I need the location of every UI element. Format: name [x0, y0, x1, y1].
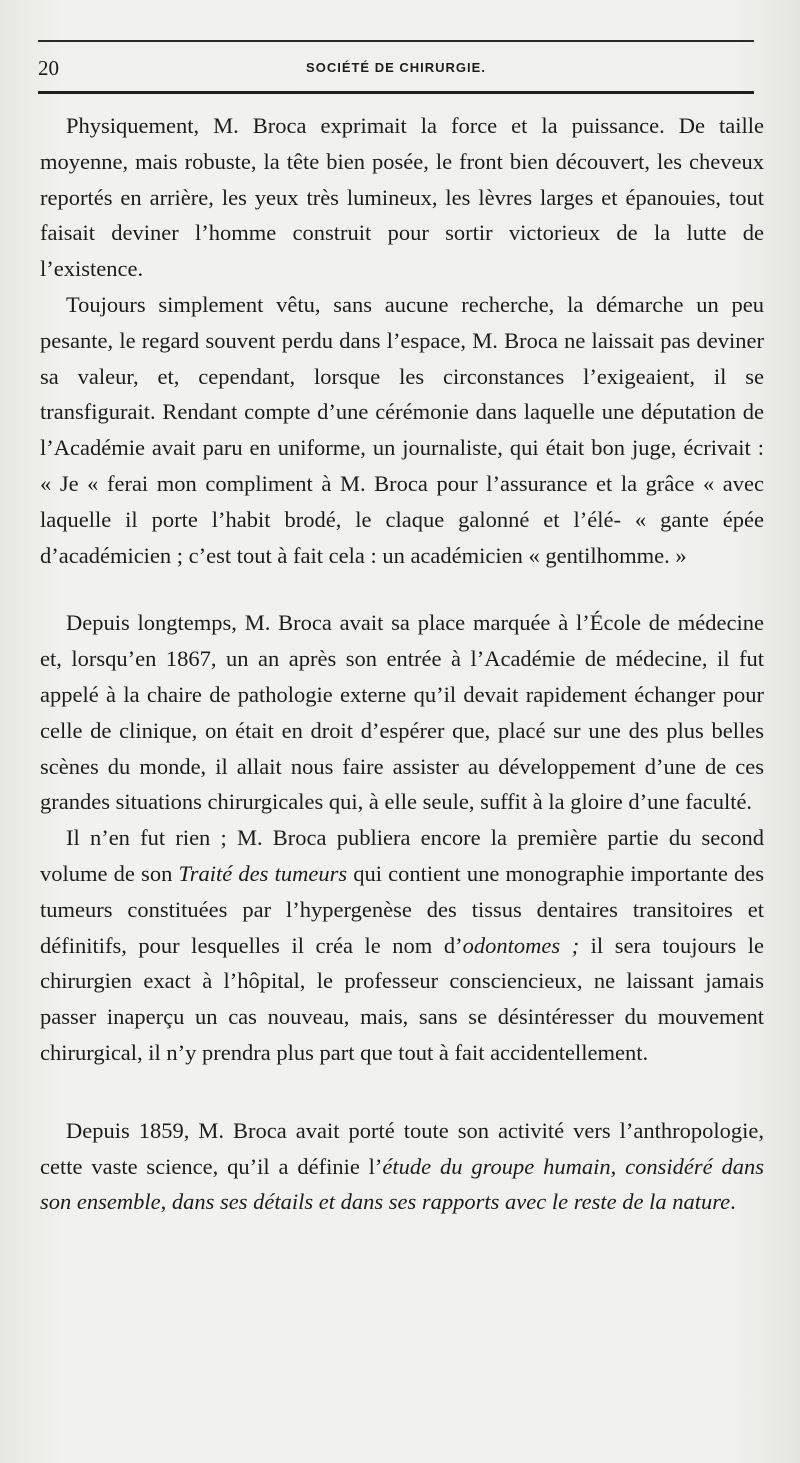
page-header [38, 52, 754, 82]
italic-term: odontomes ; [462, 932, 580, 958]
paragraph-gap [40, 573, 764, 605]
italic-definition: étude du groupe humain, considéré dans son ensemble [40, 1153, 764, 1215]
body-text [40, 108, 764, 1220]
text-run: Il n’en fut rien ; M. Broca publiera encore la première partie du second volume de son [40, 825, 764, 886]
italic-definition: dans ses détails et dans ses rapports avec le reste de la nature [171, 1189, 731, 1215]
header-bottom-rule [38, 91, 754, 94]
header-top-rule [38, 40, 754, 42]
text-run: qui contient une monographie importante des tumeurs constituées par l’hypergenèse des tissus dentaires transitoires et définitifs, pour lesquelles il créa le nom d’ [40, 860, 764, 958]
text-run: il sera toujours le chirurgien exact à l’hôpital, le professeur consciencieux, ne laissant jamais passer inaperçu un cas nouveau, mais, sans se désintéresser du mouvement chirurgical, il n’y prendra plus part que tout à fait accidentellement. [40, 932, 764, 1065]
italic-title: Traité des tumeurs [178, 860, 348, 886]
paragraph-traite-tumeurs [40, 820, 764, 1071]
running-title: SOCIÉTÉ DE CHIRURGIE. [306, 60, 486, 75]
page-number: 20 [38, 56, 59, 80]
paragraph-tenue: Toujours simplement vêtu, sans aucune recherche, la démarche un peu pesante, le regard souvent perdu dans l’espace, M. Broca ne laissait pas deviner sa valeur, et, cependant, lorsque les circonstances l’exigeaient, il se transfigurait. Rendant compte d’une cérémonie dans laquelle une députation de l’Académie avait paru en uniforme, un journaliste, qui était bon juge, écrivait : « Je « ferai mon compliment à M. Broca pour l’assurance et la grâce « avec laquelle il porte l’habit brodé, le claque galonné et l’élé- « gante épée d’académicien ; c’est tout à fait cela : un académicien « gentilhomme. » [40, 291, 764, 568]
paragraph-physique: Physiquement, M. Broca exprimait la force et la puissance. De taille moyenne, mais robuste, la tête bien posée, le front bien découvert, les cheveux reportés en arrière, les yeux très lumineux, les lèvres larges et épanouies, tout faisait deviner l’homme construit pour sortir victorieux de la lutte de l’existence. [40, 113, 764, 282]
text-run: , [160, 1189, 172, 1215]
paragraph-ecole-medecine: Depuis longtemps, M. Broca avait sa place marquée à l’École de médecine et, lorsqu’en 1867, un an après son entrée à l’Académie de médecine, il fut appelé à la chaire de pathologie externe qu’il devait rapidement échanger pour celle de clinique, on était en droit d’espérer que, placé sur une des plus belles scènes du monde, il allait nous faire assister au développement d’une de ces grandes situations chirurgicales qui, à elle seule, suffit à la gloire d’une faculté. [40, 610, 764, 815]
text-run: Depuis 1859, M. Broca avait porté toute son activité vers l’anthropologie, cette vaste science, qu’il a définie l’ [40, 1117, 764, 1179]
paragraph-anthropologie [40, 1113, 764, 1220]
paragraph-gap [40, 1071, 764, 1113]
text-run: . [730, 1189, 736, 1215]
